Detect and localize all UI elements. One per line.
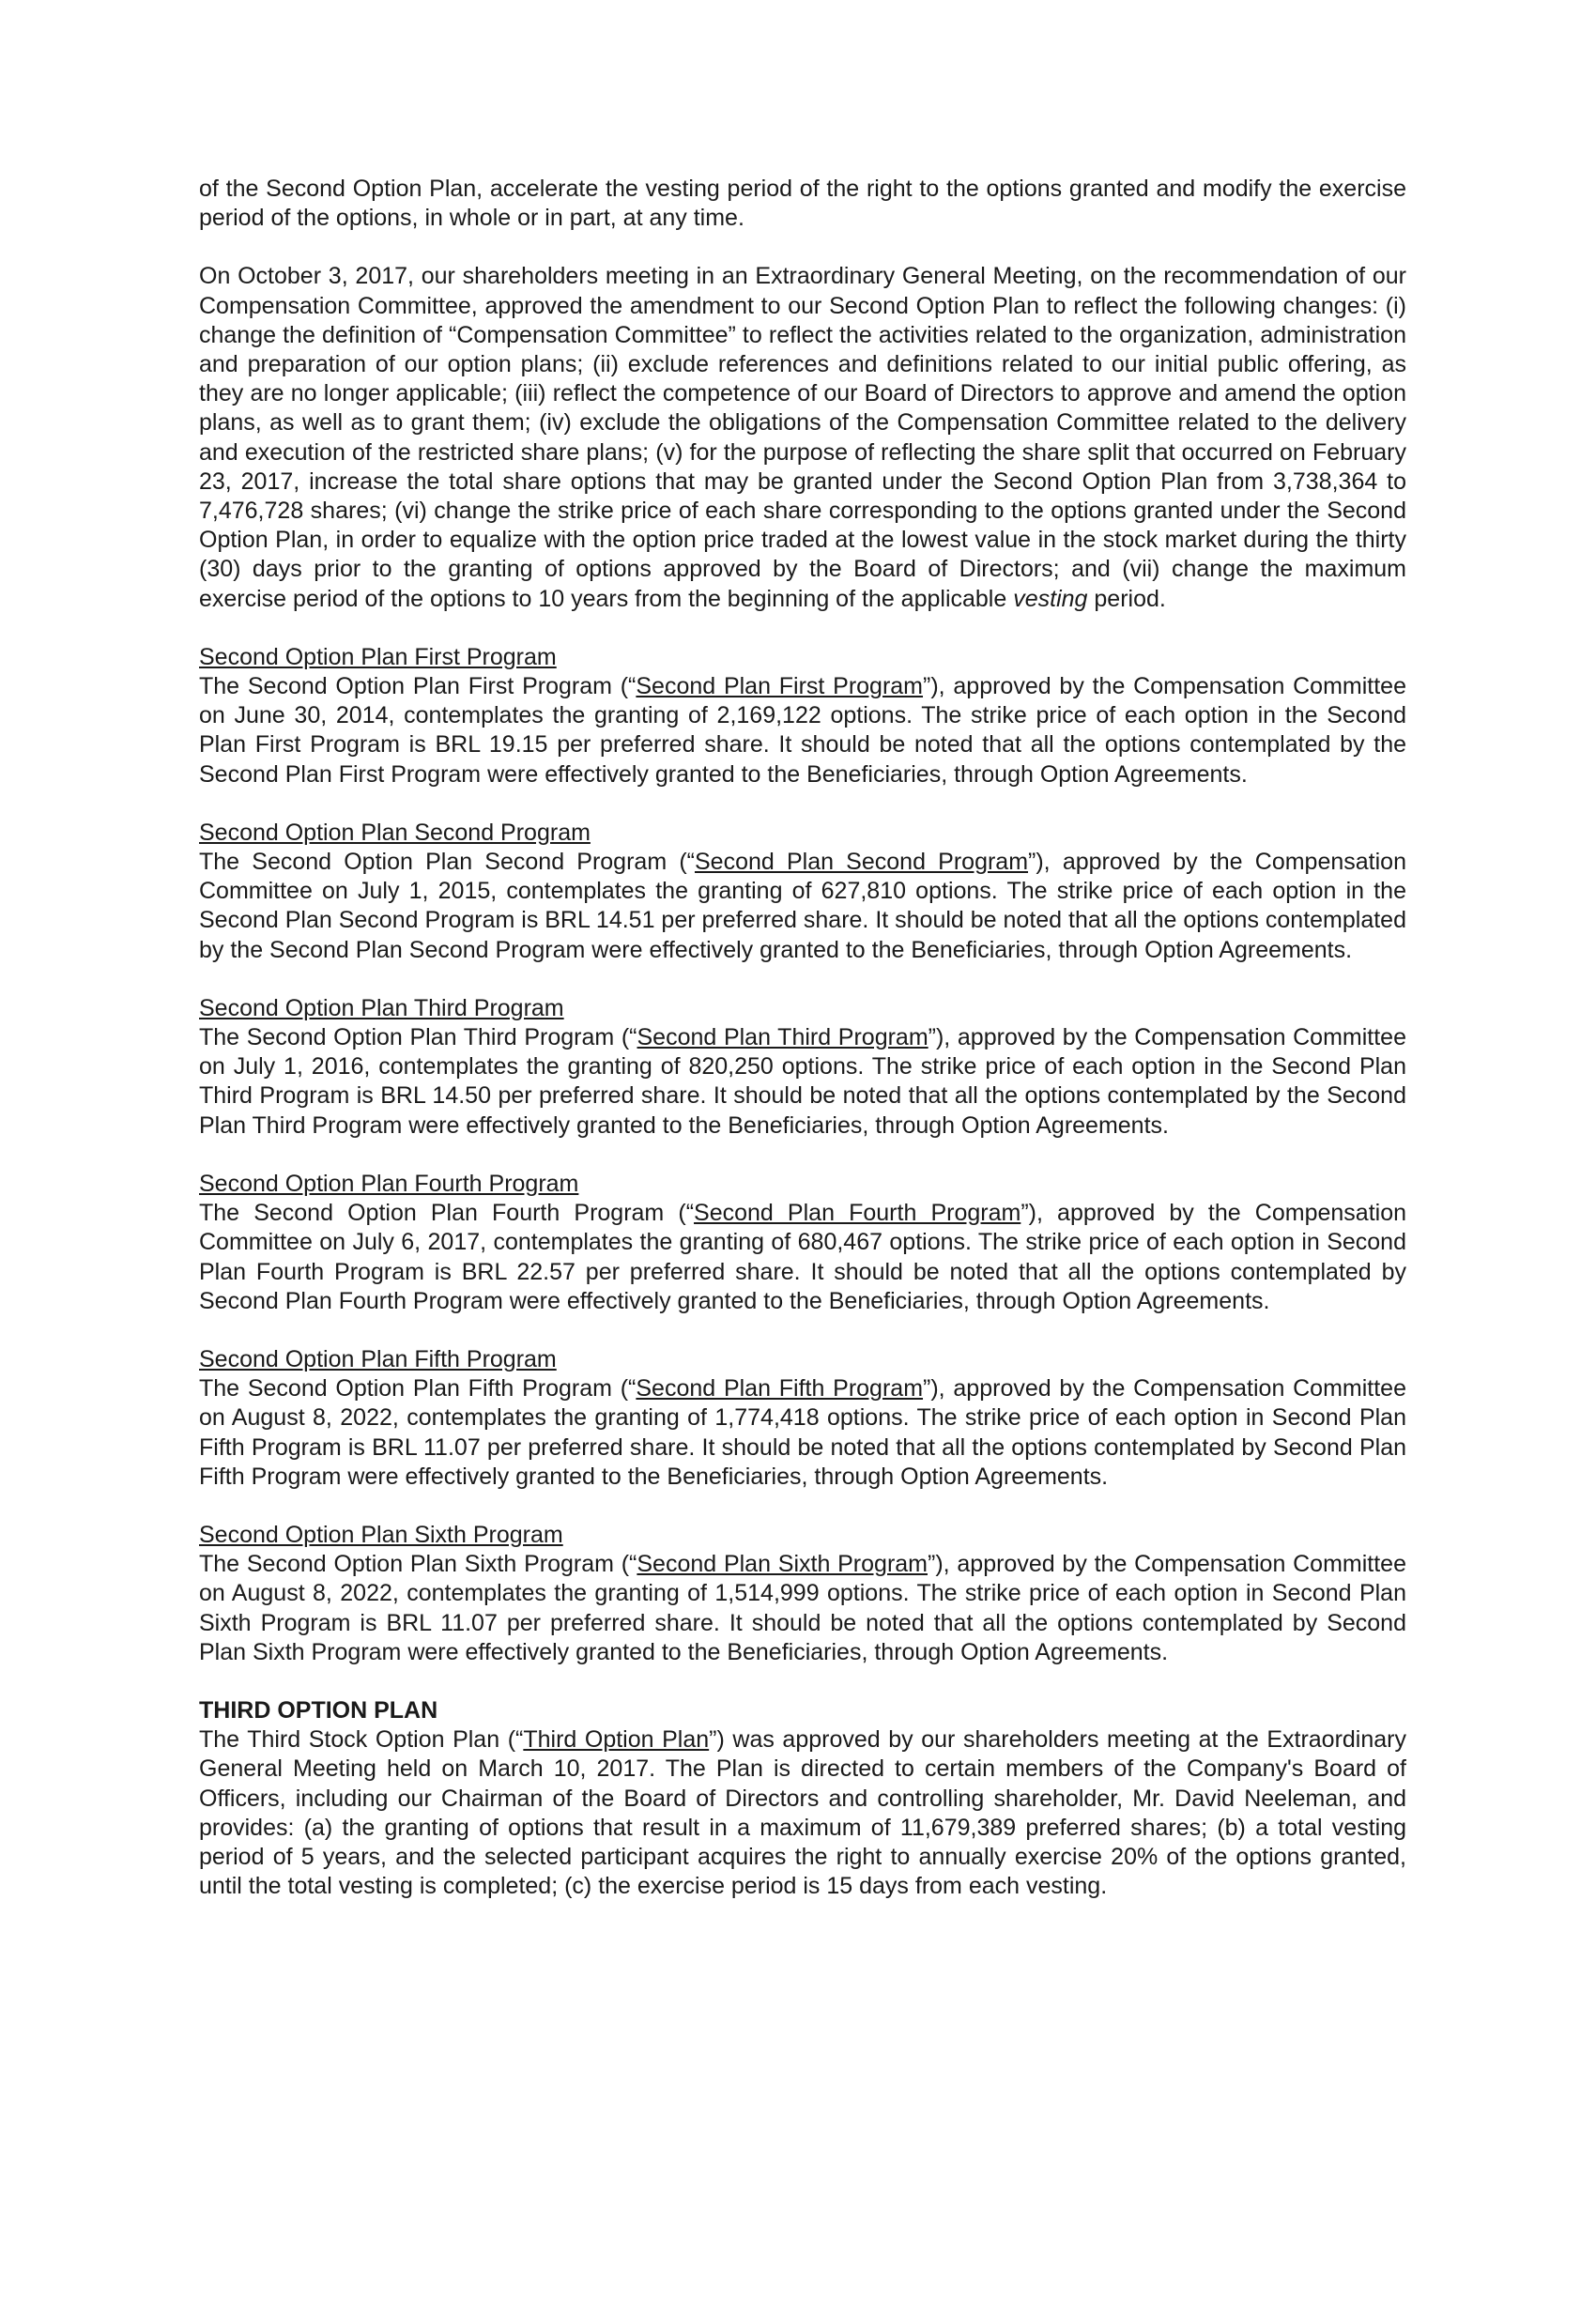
program-text-end: ”), approved by the Compensation Committee on August 8, 2022, contemplates the granting of 1,774,418 options. The strike price of each option in Second Plan Fifth Program is BRL 11.07 per preferred share. It should be noted that all the options contemplated by Second Plan Fifth Program were effectively granted to the Beneficiaries, through Option Agreements.	[199, 1375, 1406, 1490]
program-section-6	[199, 1521, 1406, 1667]
program-paragraph	[199, 1374, 1406, 1492]
defined-term: Second Plan First Program	[636, 673, 924, 700]
program-text-end: ”), approved by the Compensation Committee on August 8, 2022, contemplates the granting of 1,514,999 options. The strike price of each option in Second Plan Sixth Program is BRL 11.07 per preferred share. It should be noted that all the options contemplated by Second Plan Sixth Program were effectively granted to the Beneficiaries, through Option Agreements.	[199, 1551, 1406, 1665]
program-paragraph	[199, 848, 1406, 965]
program-text-start: The Second Option Plan Second Program (“	[199, 849, 695, 876]
defined-term: Second Plan Fourth Program	[694, 1200, 1021, 1227]
third-option-plan-section	[199, 1696, 1406, 1901]
third-plan-paragraph	[199, 1725, 1406, 1901]
program-paragraph	[199, 672, 1406, 789]
program-section-3	[199, 994, 1406, 1141]
program-heading: Second Option Plan Fourth Program	[199, 1170, 579, 1197]
vesting-term: vesting	[1013, 585, 1088, 612]
intro-paragraph-1: of the Second Option Plan, accelerate the vesting period of the right to the options granted and modify the exercise period of the options, in whole or in part, at any time.	[199, 176, 1406, 232]
document-body	[199, 175, 1406, 1901]
defined-term: Second Plan Fifth Program	[636, 1375, 924, 1402]
program-heading: Second Option Plan Sixth Program	[199, 1521, 563, 1548]
third-plan-text-start: The Third Stock Option Plan (“	[199, 1726, 524, 1754]
program-text-end: ”), approved by the Compensation Committee on July 6, 2017, contemplates the granting of 680,467 options. The strike price of each option in Second Plan Fourth Program is BRL 22.57 per preferred share. It should be noted that all the options contemplated by Second Plan Fourth Program were effectively granted to the Beneficiaries, through Option Agreements.	[199, 1200, 1406, 1314]
section-heading: THIRD OPTION PLAN	[199, 1696, 438, 1724]
amendment-text: On October 3, 2017, our shareholders meeting in an Extraordinary General Meeting, on the recommendation of our Compensation Committee, approved the amendment to our Second Option Plan to reflect the following changes: (i) change the definition of “Compensation Committee” to reflect the activities related to the organization, administration and preparation of our option plans; (ii) exclude references and definitions related to our initial public offering, as they are no longer applicable; (iii) reflect the competence of our Board of Directors to approve and amend the option plans, as well as to grant them; (iv) exclude the obligations of the Compensation Committee related to the delivery and execution of the restricted share plans; (v) for the purpose of reflecting the share split that occurred on February 23, 2017, increase the total share options that may be granted under the Second Option Plan from 3,738,364 to 7,476,728 shares; (vi) change the strike price of each share corresponding to the options granted under the Second Option Plan, in order to equalize with the option price traded at the lowest value in the stock market during the thirty (30) days prior to the granting of options approved by the Board of Directors; and (vii) change the maximum exercise period of the options to 10 years from the beginning of the applicable	[199, 263, 1406, 612]
defined-term: Second Plan Sixth Program	[637, 1551, 928, 1578]
program-section-4	[199, 1170, 1406, 1316]
program-text-end: ”), approved by the Compensation Committee on July 1, 2015, contemplates the granting of 627,810 options. The strike price of each option in the Second Plan Second Program is BRL 14.51 per preferred share. It should be noted that all the options contemplated by the Second Plan Second Program were effectively granted to the Beneficiaries, through Option Agreements.	[199, 849, 1406, 963]
program-section-2	[199, 819, 1406, 965]
program-heading: Second Option Plan Second Program	[199, 819, 591, 846]
program-text-start: The Second Option Plan Sixth Program (“	[199, 1551, 637, 1578]
intro-paragraph-2	[199, 262, 1406, 613]
program-text-start: The Second Option Plan First Program (“	[199, 673, 637, 700]
program-text-start: The Second Option Plan Fifth Program (“	[199, 1375, 637, 1402]
program-text-start: The Second Option Plan Third Program (“	[199, 1024, 637, 1051]
program-section-5	[199, 1345, 1406, 1492]
program-paragraph	[199, 1199, 1406, 1316]
program-heading: Second Option Plan First Program	[199, 643, 557, 670]
program-heading: Second Option Plan Fifth Program	[199, 1345, 557, 1372]
program-text-end: ”), approved by the Compensation Committee on July 1, 2016, contemplates the granting of 820,250 options. The strike price of each option in the Second Plan Third Program is BRL 14.50 per preferred share. It should be noted that all the options contemplated by the Second Plan Third Program were effectively granted to the Beneficiaries, through Option Agreements.	[199, 1024, 1406, 1139]
third-plan-text-end: ”) was approved by our shareholders meeting at the Extraordinary General Meeting held on March 10, 2017. The Plan is directed to certain members of the Company's Board of Officers, including our Chairman of the Board of Directors and controlling shareholder, Mr. David Neeleman, and provides: (a) the granting of options that result in a maximum of 11,679,389 preferred shares; (b) a total vesting period of 5 years, and the selected participant acquires the right to annually exercise 20% of the options granted, until the total vesting is completed; (c) the exercise period is 15 days from each vesting.	[199, 1726, 1406, 1900]
defined-term: Second Plan Second Program	[694, 849, 1029, 876]
program-section-1	[199, 643, 1406, 789]
program-text-end: ”), approved by the Compensation Committee on June 30, 2014, contemplates the granting of 2,169,122 options. The strike price of each option in the Second Plan First Program is BRL 19.15 per preferred share. It should be noted that all the options contemplated by the Second Plan First Program were effectively granted to the Beneficiaries, through Option Agreements.	[199, 673, 1406, 788]
program-paragraph	[199, 1550, 1406, 1667]
defined-term: Third Option Plan	[523, 1726, 710, 1754]
program-paragraph	[199, 1023, 1406, 1141]
amendment-text-end: period.	[1087, 585, 1166, 612]
program-heading: Second Option Plan Third Program	[199, 994, 564, 1021]
defined-term: Second Plan Third Program	[637, 1024, 928, 1051]
program-text-start: The Second Option Plan Fourth Program (“	[199, 1200, 695, 1227]
